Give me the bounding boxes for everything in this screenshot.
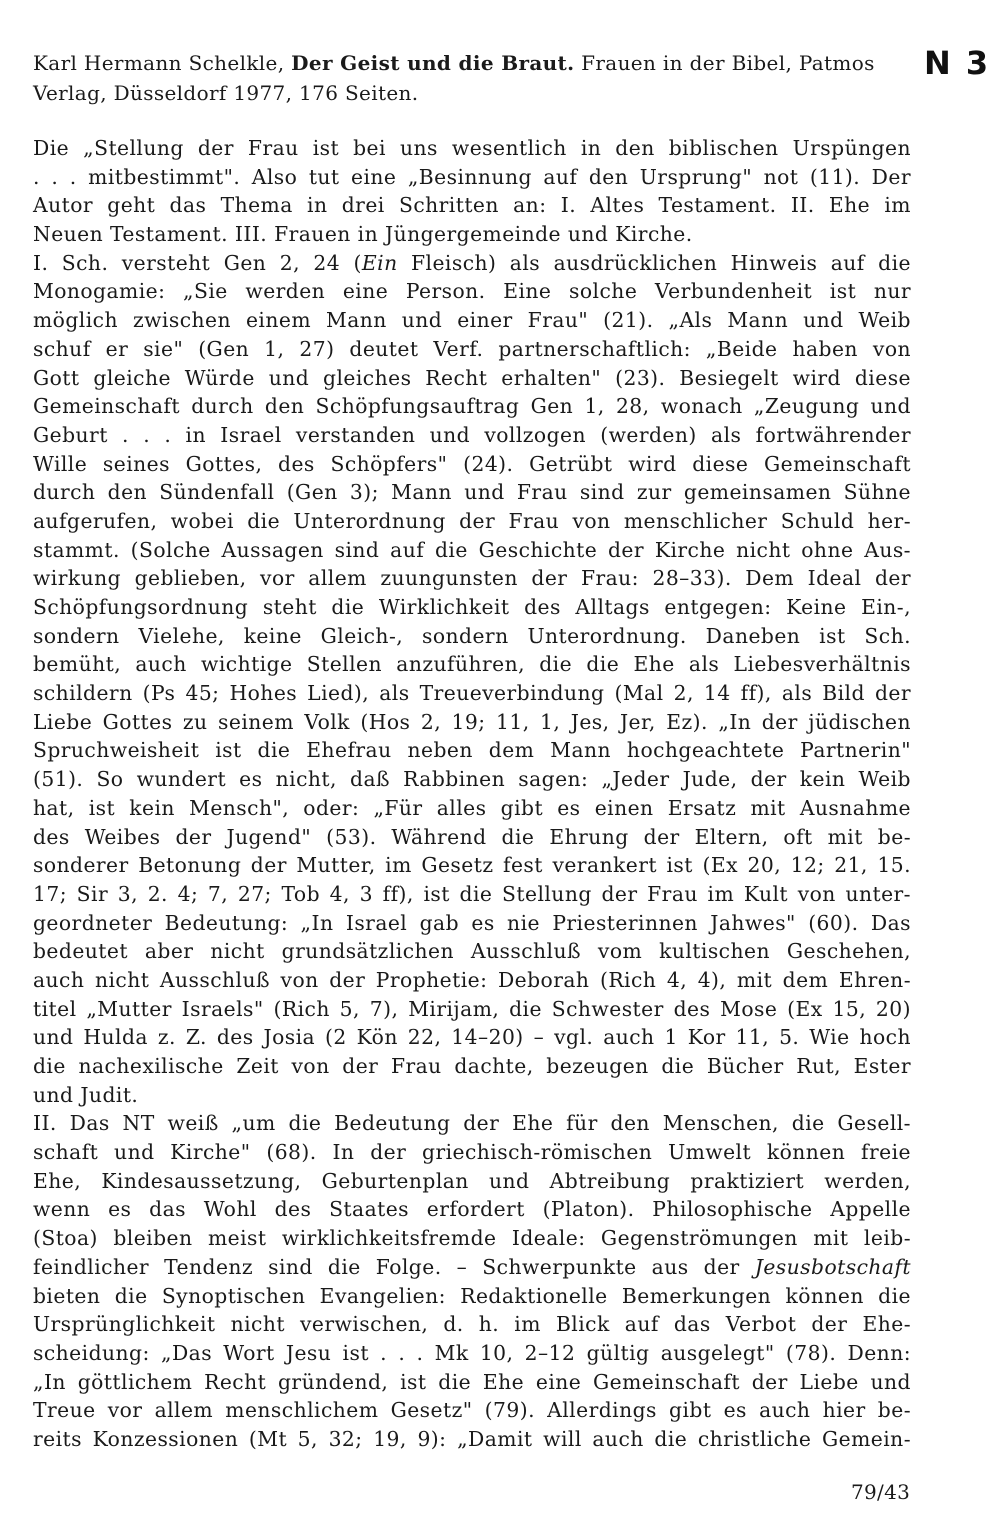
text-line: . . . mitbestimmt". Also tut eine „Besinnung auf den Ursprung" not (11). Der (33, 164, 911, 189)
text-line: II. Das NT weiß „um die Bedeutung der Ehe für den Menschen, die Gesell- (33, 1111, 911, 1136)
text-line: 17; Sir 3, 2. 4; 7, 27; Tob 4, 3 ff), ist die Stellung der Frau im Kult von unter- (33, 881, 911, 906)
text-line: Autor geht das Thema in drei Schritten an: I. Altes Testament. II. Ehe im (33, 193, 911, 218)
bibliographic-header (33, 48, 913, 108)
text-line: durch den Sündenfall (Gen 3); Mann und Frau sind zur gemeinsamen Sühne (33, 480, 911, 505)
text-line: des Weibes der Jugend" (53). Während die Ehrung der Eltern, oft mit be- (33, 824, 911, 849)
text-line: schuf er sie" (Gen 1, 27) deutet Verf. partnerschaftlich: „Beide haben von (33, 336, 911, 361)
text-line: geordneter Bedeutung: „In Israel gab es nie Priesterinnen Jahwes" (60). Das (33, 910, 911, 935)
text-line: Monogamie: „Sie werden eine Person. Eine solche Verbundenheit ist nur (33, 279, 911, 304)
text-line: „In göttlichem Recht gründend, ist die Ehe eine Gemeinschaft der Liebe und (33, 1369, 911, 1394)
text-line: hat, ist kein Mensch", oder: „Für alles gibt es einen Ersatz mit Ausnahme (33, 795, 911, 820)
header-publisher-line: Verlag, Düsseldorf 1977, 176 Seiten. (33, 81, 419, 105)
text-line: Neuen Testament. III. Frauen in Jüngergemeinde und Kirche. (33, 222, 693, 247)
text-line: die nachexilische Zeit von der Frau dachte, bezeugen die Bücher Rut, Ester (33, 1054, 911, 1078)
text-line: wirkung geblieben, vor allem zuungunsten der Frau: 28–33). Dem Ideal der (33, 566, 911, 591)
text-line: sondern Vielehe, keine Gleich-, sondern Unterordnung. Daneben ist Sch. (33, 623, 911, 648)
text-line: sonderer Betonung der Mutter, im Gesetz fest verankert ist (Ex 20, 12; 21, 15. (33, 853, 911, 878)
text-line: wenn es das Wohl des Staates erfordert (Platon). Philosophische Appelle (33, 1197, 911, 1222)
text-line: Gemeinschaft durch den Schöpfungsauftrag Gen 1, 28, wonach „Zeugung und (33, 394, 911, 419)
text-line: Ursprünglichkeit nicht verwischen, d. h. im Blick auf das Verbot der Ehe- (33, 1312, 911, 1337)
section-code: N 3 (924, 44, 991, 82)
text-line: schildern (Ps 45; Hohes Lied), als Treueverbindung (Mal 2, 14 ff), als Bild der (33, 681, 911, 706)
text-line: Die „Stellung der Frau ist bei uns wesentlich in den biblischen Urspüngen (33, 136, 911, 160)
text-line: Gott gleiche Würde und gleiches Recht erhalten" (23). Besiegelt wird diese (33, 365, 911, 390)
page-number: 79/43 (851, 1480, 911, 1504)
book-title: Der Geist und die Braut. (291, 51, 575, 75)
text-line: (Stoa) bleiben meist wirklichkeitsfremde Ideale: Gegenströmungen mit leib- (33, 1226, 911, 1251)
text-line: Wille seines Gottes, des Schöpfers" (24). Getrübt wird diese Gemeinschaft (33, 451, 911, 476)
text-line: auch nicht Ausschluß von der Prophetie: Deborah (Rich 4, 4), mit dem Ehren- (33, 967, 911, 992)
text-line: schaft und Kirche" (68). In der griechisch-römischen Umwelt können freie (33, 1140, 911, 1165)
text-line: bieten die Synoptischen Evangelien: Redaktionelle Bemerkungen können die (33, 1283, 911, 1308)
text-line: Treue vor allem menschlichem Gesetz" (79). Allerdings gibt es auch hier be- (33, 1398, 911, 1423)
text-line: (51). So wundert es nicht, daß Rabbinen sagen: „Jeder Jude, der kein Weib (33, 767, 911, 792)
text-line: und Judit. (33, 1082, 139, 1107)
text-line: I. Sch. versteht Gen 2, 24 (Ein Fleisch) als ausdrücklichen Hinweis auf die (33, 250, 911, 275)
text-line: bemüht, auch wichtige Stellen anzuführen, die die Ehe als Liebesverhältnis (33, 652, 911, 677)
text-line: und Hulda z. Z. des Josia (2 Kön 22, 14–20) – vgl. auch 1 Kor 11, 5. Wie hoch (33, 1025, 911, 1050)
text-line: titel „Mutter Israels" (Rich 5, 7), Mirijam, die Schwester des Mose (Ex 15, 20) (33, 996, 911, 1021)
text-line: Liebe Gottes zu seinem Volk (Hos 2, 19; 11, 1, Jes, Jer, Ez). „In der jüdischen (33, 709, 911, 734)
text-line: Spruchweisheit ist die Ehefrau neben dem Mann hochgeachtete Partnerin" (33, 738, 911, 763)
text-line: scheidung: „Das Wort Jesu ist . . . Mk 10, 2–12 gültig ausgelegt" (78). Denn: (33, 1340, 911, 1365)
text-line: bedeutet aber nicht grundsätzlichen Ausschluß vom kultischen Geschehen, (33, 939, 911, 964)
header-subtitle: Frauen in der Bibel, Patmos (574, 51, 875, 75)
text-line: aufgerufen, wobei die Unterordnung der Frau von menschlicher Schuld her- (33, 508, 911, 533)
text-line: stammt. (Solche Aussagen sind auf die Geschichte der Kirche nicht ohne Aus- (33, 537, 911, 562)
text-line: Geburt . . . in Israel verstanden und vollzogen (werden) als fortwährender (33, 422, 911, 447)
author-name: Karl Hermann Schelkle, (33, 51, 292, 75)
review-body (33, 134, 911, 1454)
text-line: Ehe, Kindesaussetzung, Geburtenplan und Abtreibung praktiziert werden, (33, 1168, 911, 1193)
text-line: möglich zwischen einem Mann und einer Frau" (21). „Als Mann und Weib (33, 308, 911, 333)
text-line: feindlicher Tendenz sind die Folge. – Schwerpunkte aus der Jesusbotschaft (33, 1254, 911, 1279)
text-line: reits Konzessionen (Mt 5, 32; 19, 9): „Damit will auch die christliche Gemein- (33, 1426, 911, 1451)
text-line: Schöpfungsordnung steht die Wirklichkeit des Alltags entgegen: Keine Ein-, (33, 595, 911, 619)
